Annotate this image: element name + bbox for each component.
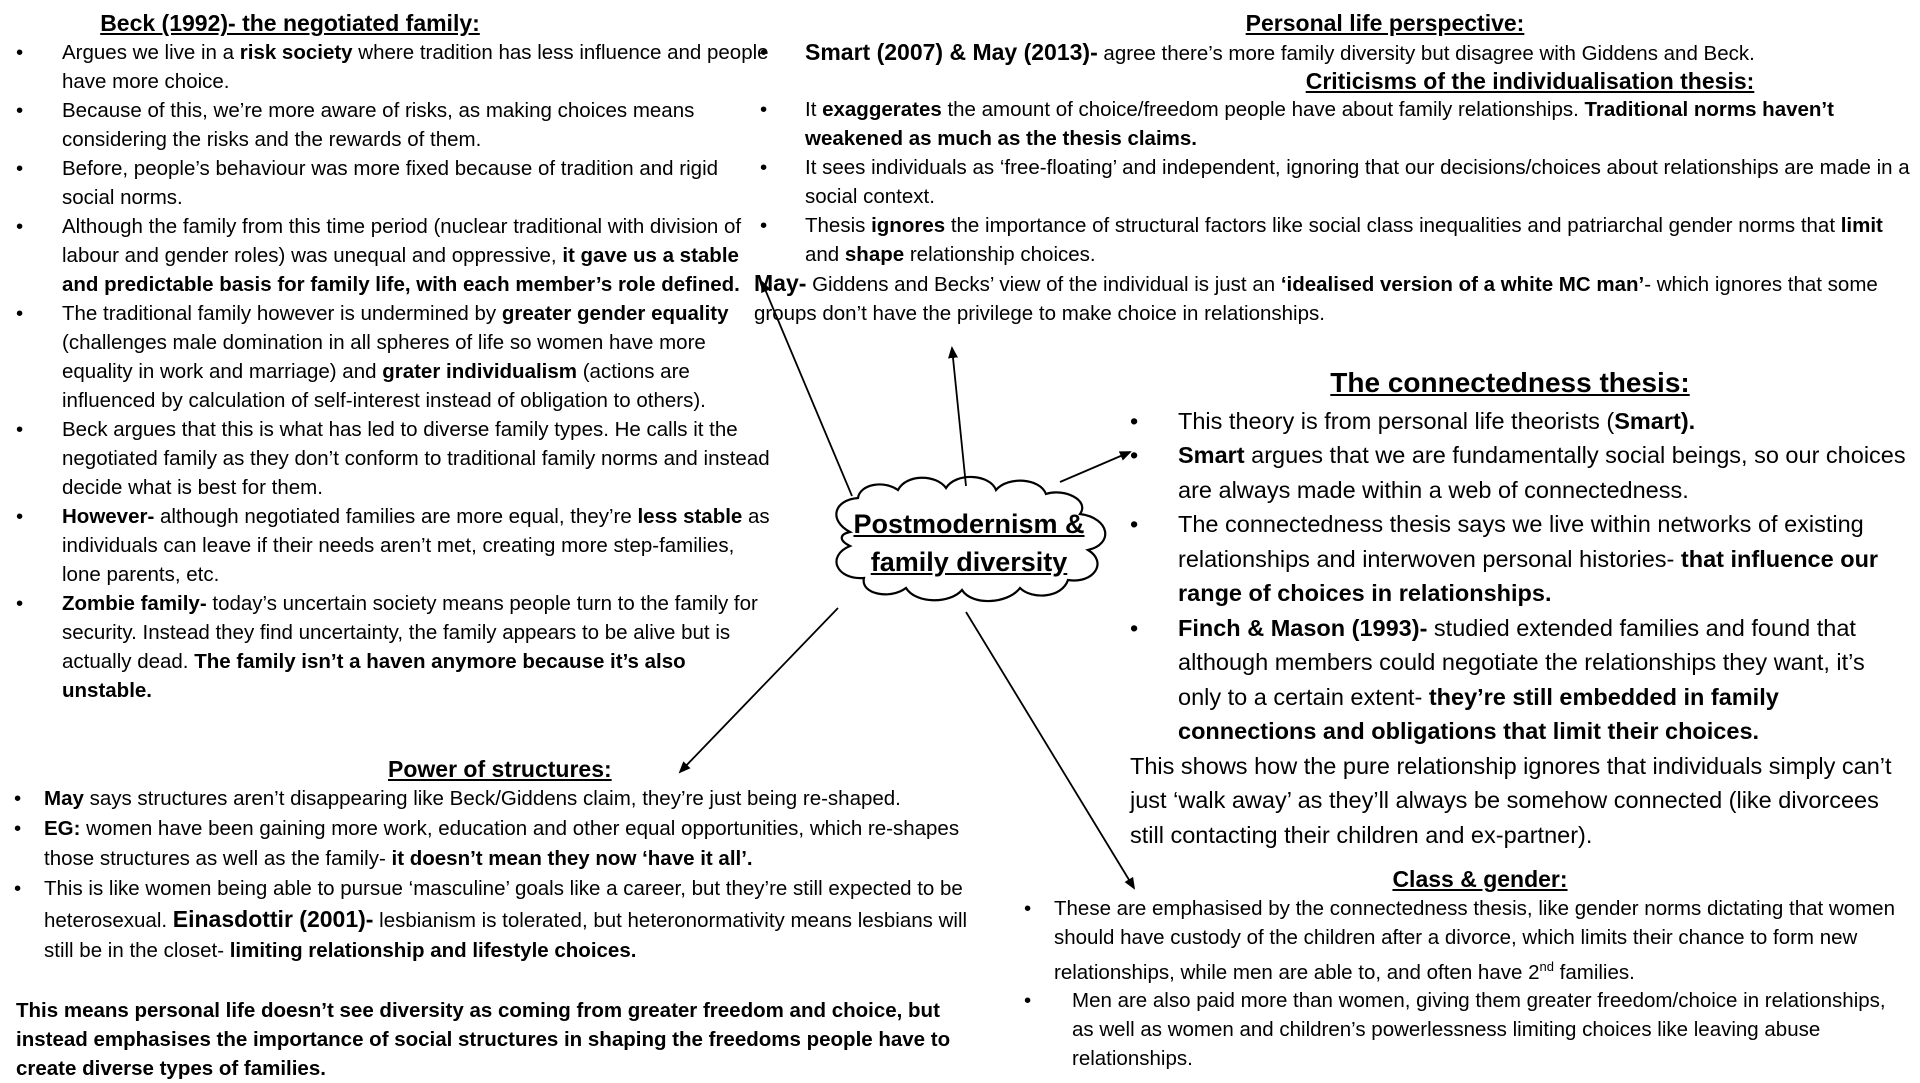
class-gender-section — [1020, 866, 1910, 1073]
beck-bullet: • Zombie family- today’s uncertain society means people turn to the family for security. Instead they find uncertainty, the family appears to be alive but is actually dead. The family isn’t a haven anymore because it’s also unstable. — [10, 589, 770, 705]
arrow-to-connectedness — [1060, 452, 1130, 482]
criticism-bullet: • Thesis ignores the importance of structural factors like social class inequalities and patriarchal gender norms that limit and shape relationship choices. — [760, 211, 1910, 269]
beck-bullet: • Argues we live in a risk society where tradition has less influence and people have more choice. — [10, 38, 770, 96]
connectedness-bullet: • The connectedness thesis says we live within networks of existing relationships and interwoven personal histories- that influence our range of choices in relationships. — [1130, 507, 1910, 611]
beck-bullet: • Although the family from this time period (nuclear traditional with division of labour and gender roles) was unequal and oppressive, it gave us a stable and predictable basis for family life, with each member’s role defined. — [10, 212, 770, 299]
central-topic — [834, 505, 1104, 581]
power-bullet: • This is like women being able to pursue ‘masculine’ goals like a career, but they’re still expected to be heterosexual. Einasdottir (2001)- lesbianism is tolerated, but heteronormativity means lesbians will still be in the closet- limiting relationship and lifestyle choices. — [10, 874, 1000, 966]
connectedness-section — [1130, 366, 1910, 852]
power-title: Power of structures: — [388, 756, 612, 782]
class-gender-list — [1020, 894, 1910, 1074]
beck-bullet: • Because of this, we’re more aware of risks, as making choices means considering the risks and the rewards of them. — [10, 96, 770, 154]
connectedness-bullet: • Smart argues that we are fundamentally social beings, so our choices are always made within a web of connectedness. — [1130, 438, 1910, 507]
connectedness-bullet: • Finch & Mason (1993)- studied extended families and found that although members could negotiate the relationships they want, it’s only to a certain extent- they’re still embedded in family connections and obligations that limit their choices. — [1130, 611, 1910, 749]
personal-life-section — [754, 10, 1910, 328]
may-critique: May- Giddens and Becks’ view of the individual is just an ‘idealised version of a white MC man’- which ignores that some groups don’t have the privilege to make choice in relationships. — [754, 270, 1878, 326]
connectedness-summary: This shows how the pure relationship ignores that individuals simply can’t just ‘walk away’ as they’ll always be somehow connected (like divorcees still contacting their children and ex-partner). — [1130, 752, 1892, 848]
connectedness-bullet: • This theory is from personal life theorists (Smart). — [1130, 404, 1910, 439]
power-of-structures-section — [10, 756, 1000, 966]
criticisms-title: Criticisms of the individualisation thesis: — [1305, 67, 1755, 94]
personal-title: Personal life perspective: — [1245, 10, 1525, 36]
power-list — [10, 784, 1000, 966]
beck-bullet: • The traditional family however is undermined by greater gender equality (challenges male domination in all spheres of life so women have more equality in work and marriage) and grater individualism (actions are influenced by calculation of self-interest instead of obligation to others). — [10, 299, 770, 415]
class-gender-bullet: • These are emphasised by the connectedness thesis, like gender norms dictating that women should have custody of the children after a divorce, which limits their chance to form new relationships, while men are able to, and often have 2nd families. — [1020, 894, 1910, 987]
connectedness-title: The connectedness thesis: — [1330, 367, 1690, 398]
beck-section — [10, 10, 770, 705]
beck-bullet: • Beck argues that this is what has led to diverse family types. He calls it the negotiated family as they don’t conform to traditional family norms and instead decide what is best for them. — [10, 415, 770, 502]
beck-bullet: • Before, people’s behaviour was more fixed because of tradition and rigid social norms. — [10, 154, 770, 212]
beck-list — [10, 38, 770, 705]
arrow-to-personal — [952, 348, 966, 486]
power-bullet: • EG: women have been gaining more work, education and other equal opportunities, which re-shapes those structures as well as the family- it doesn’t mean they now ‘have it all’. — [10, 814, 1000, 874]
central-topic-line1: Postmodernism & — [853, 509, 1085, 539]
central-topic-line2: family diversity — [870, 547, 1068, 577]
criticism-bullet: • It sees individuals as ‘free-floating’ and independent, ignoring that our decisions/choices about relationships are made in a social context. — [760, 153, 1910, 211]
power-bullet: • May says structures aren’t disappearing like Beck/Giddens claim, they’re just being re-shaped. — [10, 784, 1000, 814]
class-gender-title: Class & gender: — [1392, 866, 1568, 892]
conclusion-text: This means personal life doesn’t see diversity as coming from greater freedom and choice, but instead emphasises the importance of social structures in shaping the freedoms people have to create diverse types of families. — [16, 999, 951, 1080]
criticisms-list — [760, 95, 1910, 269]
beck-bullet: • However- although negotiated families are more equal, they’re less stable as individuals can leave if their needs aren’t met, creating more step-families, lone parents, etc. — [10, 502, 770, 589]
criticism-bullet: • It exaggerates the amount of choice/freedom people have about family relationships. Traditional norms haven’t weakened as much as the thesis claims. — [760, 95, 1910, 153]
personal-intro: • Smart (2007) & May (2013)- agree there’s more family diversity but disagree with Giddens and Beck. — [760, 38, 1910, 68]
beck-title: Beck (1992)- the negotiated family: — [100, 10, 480, 36]
connectedness-list — [1130, 404, 1910, 749]
class-gender-bullet: • Men are also paid more than women, giving them greater freedom/choice in relationships, as well as women and children’s powerlessness limiting choices like leaving abuse relationships. — [1020, 986, 1910, 1073]
personal-intro-list — [760, 38, 1910, 68]
